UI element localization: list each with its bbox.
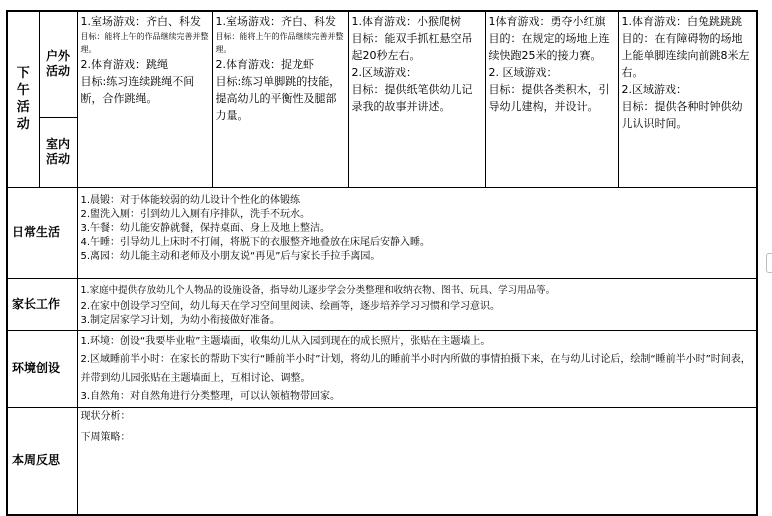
parent-work-item: 1.家庭中提供存放幼儿个人物品的设施设备，指导幼儿逐步学会分类整理和收纳衣物、图书、玩具、学习用品等。 [80,284,556,296]
daily-life-content [77,187,757,278]
day-2-line: 1.室场游戏：齐白、科发 [215,15,336,28]
afternoon-activities-label [7,11,39,187]
environment-label: 环境创设 [7,330,77,407]
afternoon-label-char: 动 [16,117,30,133]
environment-content [77,330,757,407]
parent-work-item: 2.在家中创设学习空间，幼儿每天在学习空间里阅读、绘画等，逐步培养学习习惯和学习意识。 [80,300,501,312]
daily-life-row [7,187,757,278]
indoor-label-line: 室内 [45,137,70,151]
daily-life-item: 3.午餐：幼儿能安静就餐，保持桌面、身上及地上整洁。 [80,222,331,234]
day-4-line: 1体育游戏：勇夺小红旗 [488,15,606,28]
daily-life-label: 日常生活 [7,187,77,278]
day-2-line: 目标:练习单脚跳的技能，提高幼儿的平衡性及腿部力量。 [215,75,341,122]
day-3-line: 2.区域游戏： [351,66,417,79]
afternoon-day-5 [618,11,757,187]
day-1-line: 1.室场游戏：齐白、科发 [80,15,201,28]
day-1-line: 2.体育游戏：跳绳 [80,58,168,71]
afternoon-day-1 [77,11,212,187]
day-4-line: 目标：提供各类积木，引导幼儿建构，并设计。 [488,83,610,113]
weekly-plan-table [6,10,758,516]
parent-work-row [7,278,757,330]
reflection-row [7,407,757,515]
afternoon-day-2 [212,11,348,187]
parent-work-content [77,278,757,330]
outdoor-activity-label [39,11,77,117]
side-scroll-tab[interactable] [766,253,772,273]
environment-item: 1.环境：创设“我要毕业啦”主题墙面，收集幼儿从入园到现在的成长照片，张贴在主题墙上。 [80,335,491,347]
daily-life-item: 2.盥洗入厕：引到幼儿入厕有序排队，洗手不玩水。 [80,208,311,220]
day-5-line: 目标：提供各种时钟供幼儿认识时间。 [621,100,743,130]
afternoon-label-char: 下 [16,66,30,82]
outdoor-label-line: 活动 [45,64,70,79]
environment-item: 2.区域睡前半小时：在家长的帮助下实行“睡前半小时”计划，将幼儿的睡前半小时内所做的事情拍摄下来，在与幼儿讨论后，绘制“睡前半小时”时间表，并带到幼儿园张贴在主题墙面上，互相讨论、调整。 [80,353,751,384]
day-3-line: 目标：提供纸笔供幼儿记录我的故事并讲述。 [351,83,473,113]
next-week-strategy-label: 下周策略： [80,431,131,443]
parent-work-item: 3.制定居家学习计划，为幼小衔接做好准备。 [80,314,281,326]
afternoon-day-3 [348,11,485,187]
day-3-line: 目标：能双手抓杠悬空吊起20秒左右。 [351,32,473,62]
day-5-line: 目的：在有障碍物的场地上能单脚连续向前跳8米左右。 [621,32,750,79]
daily-life-item: 4.午睡：引导幼儿上床时不打闹，将脱下的衣服整齐地叠放在床尾后安静入睡。 [80,236,431,248]
parent-work-label: 家长工作 [7,278,77,330]
day-1-line: 目标：能将上午的作品继续完善并整理。 [80,32,209,54]
afternoon-label-char: 午 [16,83,30,99]
environment-row [7,330,757,407]
day-5-line: 2.区域游戏： [621,83,687,96]
weekly-plan-sheet [6,10,756,514]
environment-item: 3.自然角：对自然角进行分类整理，可以认领植物带回家。 [80,390,341,402]
daily-life-item: 1.晨锻：对于体能较弱的幼儿设计个性化的体锻练 [80,194,301,206]
daily-life-item: 5.离园：幼儿能主动和老师及小朋友说“再见”后与家长手拉手离园。 [80,250,381,262]
day-2-line: 2.体育游戏：捉龙虾 [215,58,314,71]
afternoon-label-char: 活 [16,100,30,116]
indoor-activity-label [39,117,77,187]
afternoon-day-4 [485,11,618,187]
outdoor-label-line: 户外 [45,49,70,64]
day-5-line: 1.体育游戏：白兔跳跳跳 [621,15,742,28]
day-3-line: 1.体育游戏：小猴爬树 [351,15,461,28]
reflection-label: 本周反思 [7,407,77,515]
day-2-line: 目标：能将上午的作品继续完善并整理。 [215,32,344,54]
day-1-line: 目标:练习连续跳绳不间断，合作跳绳。 [80,75,195,105]
day-4-line: 2. 区域游戏： [488,66,558,79]
reflection-content [77,407,757,515]
afternoon-outdoor-row [7,11,757,117]
day-4-line: 目的：在规定的场地上连续快跑25米的接力赛。 [488,32,610,62]
indoor-label-line: 活动 [45,152,70,166]
status-analysis-label: 现状分析： [80,410,131,422]
